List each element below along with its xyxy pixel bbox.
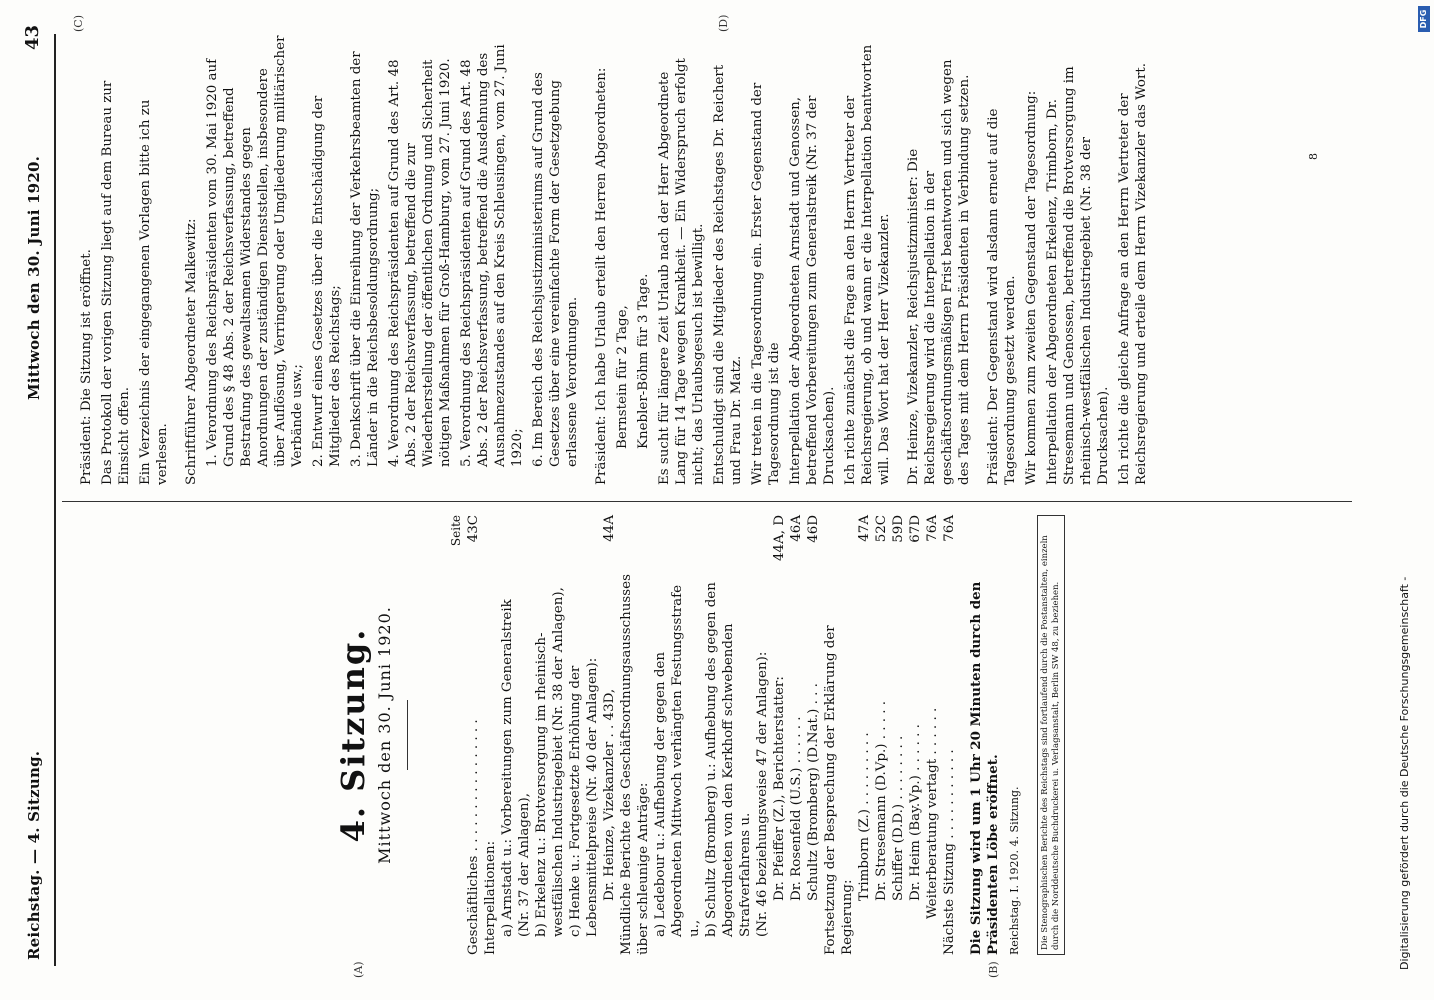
toc-row bbox=[754, 515, 771, 955]
session-date: Mittwoch den 30. Juni 1920. bbox=[375, 606, 394, 864]
toc-entry-page: 44A bbox=[602, 515, 617, 542]
body-paragraph: Es sucht für längere Zeit Urlaub nach der Herr Abgeordnete Lang für 14 Tage wegen Krankheit. — Ein Widerspruch erfolgt nicht; das Urlaubsgesuch ist bewilligt. bbox=[657, 58, 706, 485]
page-number: 43 bbox=[22, 24, 43, 50]
dfg-credit: Digitalisierung gefördert durch die Deutsche Forschungsgemeinschaft - bbox=[1398, 576, 1411, 970]
toc-row bbox=[703, 515, 754, 955]
body-paragraph: Interpellation der Abgeordneten Erkelenz, Trimborn, Dr. Stresemann und Genossen, betreffend die Brotversorgung im rheinisch-westfälischen Industriegebiet (Nr. 38 der Drucksachen). bbox=[1045, 66, 1111, 485]
toc-entry-page: 67D bbox=[908, 515, 923, 543]
margin-mark-c: (C) bbox=[72, 15, 85, 32]
margin-mark-d: (D) bbox=[717, 14, 730, 32]
body-paragraph: 5. Verordnung des Reichspräsidenten auf Grund des Art. 48 Abs. 2 der Reichsverfassung, betreffend die Ausdehnung des Ausnahmezustandes auf den Kreis Schleusingen, vom 27. Juni 1920; bbox=[459, 44, 525, 467]
toc-row bbox=[601, 515, 618, 955]
toc-entry-page: 43C bbox=[466, 515, 481, 543]
column-divider bbox=[62, 501, 1352, 502]
dfg-logo: DFG bbox=[1418, 6, 1430, 32]
toc-row bbox=[567, 515, 601, 955]
body-paragraph: 2. Entwurf eines Gesetzes über die Entschädigung der Mitglieder des Reichstags; bbox=[311, 95, 343, 467]
toc-row bbox=[941, 515, 958, 955]
running-header-right: Mittwoch den 30. Juni 1920. bbox=[25, 155, 43, 400]
toc-row bbox=[907, 515, 924, 955]
margin-mark-a: (A) bbox=[352, 961, 365, 978]
toc-entry-page: 59D bbox=[891, 515, 906, 543]
footer-reference: Reichstag. I. 1920. 4. Sitzung. bbox=[1008, 786, 1021, 955]
body-paragraph: 1. Verordnung des Reichspräsidenten vom 30. Mai 1920 auf Grund des § 48 Abs. 2 der Reichsverfassung, betreffend Bestrafung des gewaltsamen Widerstandes gegen Anordnungen der zuständigen Dienststellen, insbesondere über Auflösung, Verringerung oder Umgliederung militärischer Verbände usw.; bbox=[205, 35, 305, 467]
toc-entry-page: 47A bbox=[857, 515, 872, 542]
toc-row bbox=[652, 515, 703, 955]
toc-entry-page bbox=[567, 515, 601, 573]
paragraph-gap bbox=[897, 35, 905, 485]
toc-entry-text: (Nr. 46 beziehungsweise 47 der Anlagen): bbox=[755, 651, 770, 937]
toc-row bbox=[873, 515, 890, 955]
toc-entry-text: Dr. Heinze, Vizekanzler . . 43D, bbox=[602, 688, 617, 901]
toc-entry-text: Geschäftliches . . . . . . . . . . . . . . . . bbox=[466, 719, 481, 955]
toc-entry-text: Weiterberatung vertagt . . . . . . bbox=[925, 707, 940, 919]
body-paragraph: Knebler-Böhm für 3 Tage. bbox=[636, 273, 651, 449]
table-of-contents bbox=[465, 515, 958, 955]
header-rule bbox=[54, 34, 56, 966]
toc-row bbox=[890, 515, 907, 955]
body-paragraph: Schriftführer Abgeordneter Malkewitz: bbox=[184, 218, 199, 485]
toc-entry-text: Nächste Sitzung . . . . . . . . . . . bbox=[942, 749, 957, 955]
toc-entry-page: 76A bbox=[925, 515, 940, 542]
toc-entry-page bbox=[482, 515, 499, 573]
body-paragraph: Präsident: Die Sitzung ist eröffnet. bbox=[79, 249, 94, 485]
toc-entry-text: a) Ledebour u.: Aufhebung der gegen den Abgeordneten Mittwoch verhängten Festungsstrafe u., bbox=[653, 585, 702, 937]
toc-row bbox=[482, 515, 499, 955]
right-column bbox=[78, 35, 1154, 485]
toc-row bbox=[618, 515, 652, 955]
body-paragraph: Interpellation der Abgeordneten Arnstadt und Genossen, betreffend Vorbereitungen zum Generalstreik (Nr. 37 der Drucksachen). bbox=[788, 95, 837, 485]
toc-entry-page: 46A bbox=[789, 515, 804, 542]
session-title: 4. Sitzung. bbox=[334, 627, 372, 843]
toc-entry-text: Schiffer (D.D.) . . . . . . . . bbox=[891, 735, 906, 901]
toc-entry-text: b) Schultz (Bromberg) u.: Aufhebung des gegen den Abgeordneten von den Kerkhoff schwebenden Strafverfahrens u. bbox=[704, 582, 753, 937]
toc-entry-page: 46D bbox=[806, 515, 821, 543]
seite-label: Seite bbox=[449, 515, 463, 547]
body-paragraph: Entschuldigt sind die Mitglieder des Reichstages Dr. Reichert und Frau Dr. Matz. bbox=[712, 64, 744, 485]
toc-entry-page bbox=[533, 515, 567, 573]
toc-entry-text: Interpellationen: bbox=[483, 840, 498, 955]
body-paragraph: 6. Im Bereich des Reichsjustizministeriums auf Grund des Gesetzes über eine vereinfachte Form der Gesetzgebung erlassene Verordnungen. bbox=[531, 72, 580, 467]
subscription-note: Die Stenographischen Berichte des Reichstags sind fortlaufend durch die Postanstalten, einzeln durch die Norddeutsche Buchdruckerei u. Verlagsanstalt, Berlin SW 48, zu beziehen. bbox=[1037, 515, 1065, 955]
body-paragraph: 3. Denkschrift über die Einreihung der Verkehrsbeamten der Länder in die Reichsbesoldungsordnung; bbox=[349, 51, 381, 467]
toc-row bbox=[499, 515, 533, 955]
toc-entry-text: Dr. Pfeiffer (Z.), Berichterstatter: bbox=[772, 676, 787, 901]
body-paragraph: Dr. Heinze, Vizekanzler, Reichsjustizminister: Die Reichsregierung wird die Interpellation in der geschäftsordnungsmäßigen Frist beantworten und sich wegen des Tages mit dem Herrn Präsidenten in Verbindung setzen. bbox=[906, 59, 972, 485]
signature-mark: 8 bbox=[1307, 153, 1320, 160]
toc-entry-text: Dr. Stresemann (D.Vp.) . . . . . bbox=[874, 700, 889, 901]
body-paragraph: Ich richte zunächst die Frage an den Herrn Vertreter der Reichsregierung, ob und wann er die Interpellation beantworten will. Das Wort hat der Herr Vizekanzler. bbox=[843, 44, 892, 485]
toc-row bbox=[533, 515, 567, 955]
toc-entry-text: b) Erkelenz u.: Brotversorgung im rheinisch-westfälischen Industriegebiet (Nr. 38 der Anlagen), bbox=[534, 587, 566, 937]
toc-entry-text: Schultz (Bromberg) (D.Nat.) . . . bbox=[806, 683, 821, 901]
toc-row bbox=[788, 515, 805, 955]
toc-entry-page bbox=[822, 515, 856, 573]
toc-entry-page bbox=[703, 515, 754, 573]
toc-entry-text: Fortsetzung der Besprechung der Erklärung der Regierung: bbox=[823, 625, 855, 955]
body-paragraph: Präsident: Der Gegenstand wird alsdann erneut auf die Tagesordnung gesetzt werden. bbox=[986, 108, 1018, 485]
running-header-left: Reichstag. — 4. Sitzung. bbox=[25, 750, 43, 960]
toc-entry-text: Dr. Heim (Bay.Vp.) . . . . . . bbox=[908, 724, 923, 901]
toc-row bbox=[465, 515, 482, 955]
toc-row bbox=[924, 515, 941, 955]
body-paragraph: Wir treten in die Tagesordnung ein. Erster Gegenstand der Tagesordnung ist die bbox=[750, 82, 782, 485]
body-paragraph: Bernstein für 2 Tage, bbox=[615, 305, 630, 449]
toc-entry-page: 52C bbox=[874, 515, 889, 543]
paragraph-gap bbox=[977, 35, 985, 485]
body-paragraph: 4. Verordnung des Reichspräsidenten auf Grund des Art. 48 Abs. 2 der Reichsverfassung, betreffend die zur Wiederherstellung der öffentlichen Ordnung und Sicherheit nötigen Maßnahmen für Groß-Hamburg, vom 27. Juni 1920. bbox=[387, 58, 453, 467]
body-paragraph: Präsident: Ich habe Urlaub erteilt den Herren Abgeordneten: bbox=[594, 67, 609, 485]
toc-entry-text: c) Henke u.: Fortgesetzte Erhöhung der Lebensmittelpreise (Nr. 40 der Anlagen): bbox=[568, 657, 600, 937]
body-paragraph: Wir kommen zum zweiten Gegenstand der Tagesordnung: bbox=[1024, 90, 1039, 485]
left-column bbox=[334, 515, 1065, 955]
toc-entry-text: Dr. Rosenfeld (U.S.) . . . . . . bbox=[789, 716, 804, 901]
title-rule bbox=[407, 700, 408, 770]
body-paragraph: Ich richte die gleiche Anfrage an den Herrn Vertreter der Reichsregierung und erteile dem Herrn Vizekanzler das Wort. bbox=[1117, 62, 1149, 485]
toc-entry-page bbox=[499, 515, 533, 573]
opening-statement: Die Sitzung wird um 1 Uhr 20 Minuten durch den Präsidenten Löbe eröffnet. bbox=[968, 581, 1001, 955]
paragraph-gap bbox=[585, 35, 593, 485]
toc-row bbox=[822, 515, 856, 955]
toc-entry-page bbox=[618, 515, 652, 573]
toc-entry-text: Mündliche Berichte des Geschäftsordnungsausschusses über schleunige Anträge: bbox=[619, 574, 651, 955]
toc-row bbox=[771, 515, 788, 955]
toc-entry-page: 76A bbox=[942, 515, 957, 542]
toc-entry-text: a) Arnstadt u.: Vorbereitungen zum Generalstreik (Nr. 37 der Anlagen), bbox=[500, 599, 532, 937]
toc-row bbox=[856, 515, 873, 955]
paragraph-gap bbox=[175, 35, 183, 485]
body-paragraph: Das Protokoll der vorigen Sitzung liegt auf dem Bureau zur Einsicht offen. bbox=[100, 80, 132, 485]
toc-entry-text: Trimborn (Z.) . . . . . . . . . bbox=[857, 732, 872, 901]
margin-mark-b: (B) bbox=[987, 961, 1000, 978]
toc-entry-page bbox=[754, 515, 771, 573]
body-paragraph: Ein Verzeichnis der eingegangenen Vorlagen bitte ich zu verlesen. bbox=[138, 99, 170, 485]
toc-row bbox=[805, 515, 822, 955]
toc-entry-page bbox=[652, 515, 703, 573]
toc-entry-page: 44A, D bbox=[772, 515, 787, 561]
